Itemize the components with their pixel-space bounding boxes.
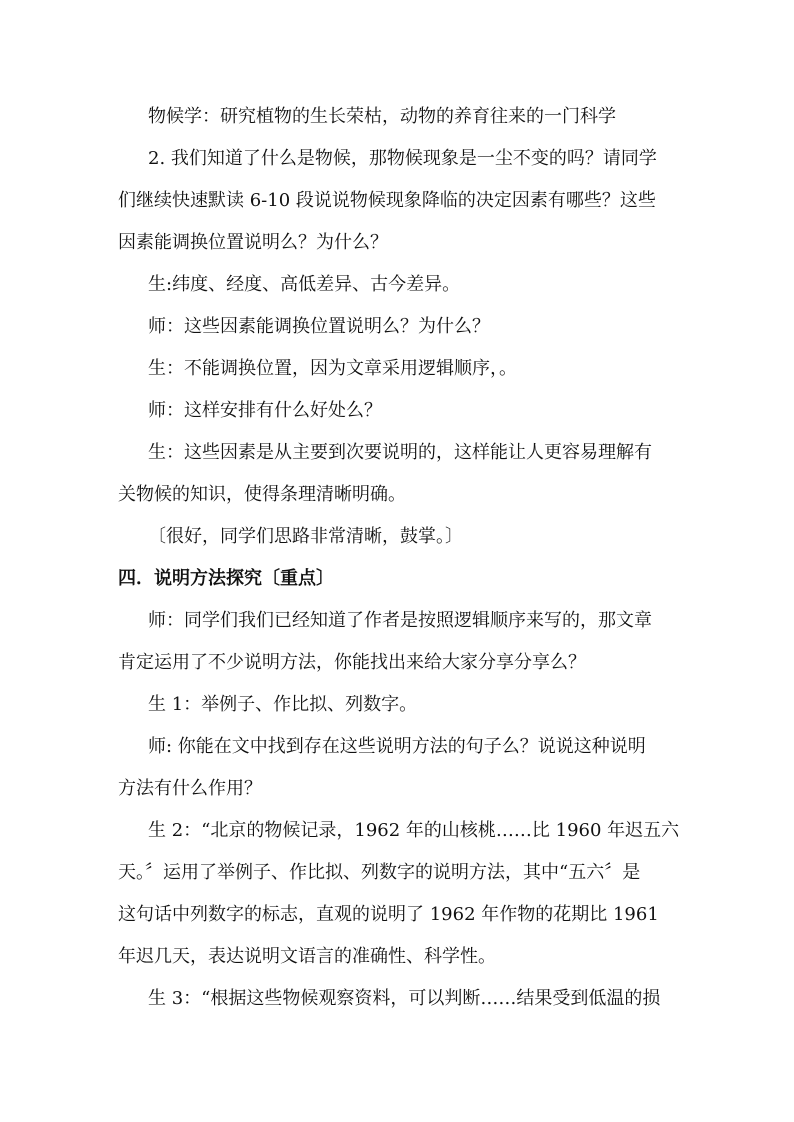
text-line-6: 师：这些因素能调换位置说明么？为什么？ xyxy=(148,316,490,337)
text-line-8: 师：这样安排有什么好处么？ xyxy=(148,400,382,421)
text-line-16: 师: 你能在文中找到存在这些说明方法的句子么？说说这种说明 xyxy=(148,736,646,757)
text-line-1: 物候学：研究植物的生长荣枯，动物的养育往来的一门科学 xyxy=(148,106,616,127)
text-line-2: 2. 我们知道了什么是物候，那物候现象是一尘不变的吗？请同学 xyxy=(148,148,657,169)
document-body xyxy=(118,100,683,1024)
text-line-5: 生:纬度、经度、高低差异、古今差异。 xyxy=(148,274,461,295)
text-line-7: 生：不能调换位置，因为文章采用逻辑顺序，。 xyxy=(148,358,517,379)
text-line-9: 生：这些因素是从主要到次要说明的，这样能让人更容易理解有 xyxy=(148,442,652,463)
section-heading: 四．说明方法探究〔重点〕 xyxy=(118,568,334,589)
text-line-14: 肯定运用了不少说明方法，你能找出来给大家分享分享么？ xyxy=(118,652,586,673)
text-line-3: 们继续快速默读 6-10 段说说物候现象降临的决定因素有哪些？这些 xyxy=(118,190,656,211)
text-line-22: 生 3：“根据这些物候观察资料，可以判断……结果受到低温的损 xyxy=(148,988,661,1009)
text-line-20: 这句话中列数字的标志，直观的说明了 1962 年作物的花期比 1961 xyxy=(118,904,659,925)
text-line-4: 因素能调换位置说明么？为什么？ xyxy=(118,232,388,253)
text-line-21: 年迟几天，表达说明文语言的准确性、科学性。 xyxy=(118,946,496,967)
text-line-13: 师：同学们我们已经知道了作者是按照逻辑顺序来写的，那文章 xyxy=(148,610,652,631)
text-line-19: 天。〞运用了举例子、作比拟、列数字的说明方法，其中“五六〞是 xyxy=(118,862,641,883)
text-line-10: 关物候的知识，使得条理清晰明确。 xyxy=(118,484,406,505)
text-line-15: 生 1：举例子、作比拟、列数字。 xyxy=(148,694,418,715)
text-line-11: 〔很好，同学们思路非常清晰，鼓掌。〕 xyxy=(148,526,463,547)
text-line-17: 方法有什么作用？ xyxy=(118,778,262,799)
text-line-18: 生 2：“北京的物候记录，1962 年的山核桃……比 1960 年迟五六 xyxy=(148,820,680,841)
